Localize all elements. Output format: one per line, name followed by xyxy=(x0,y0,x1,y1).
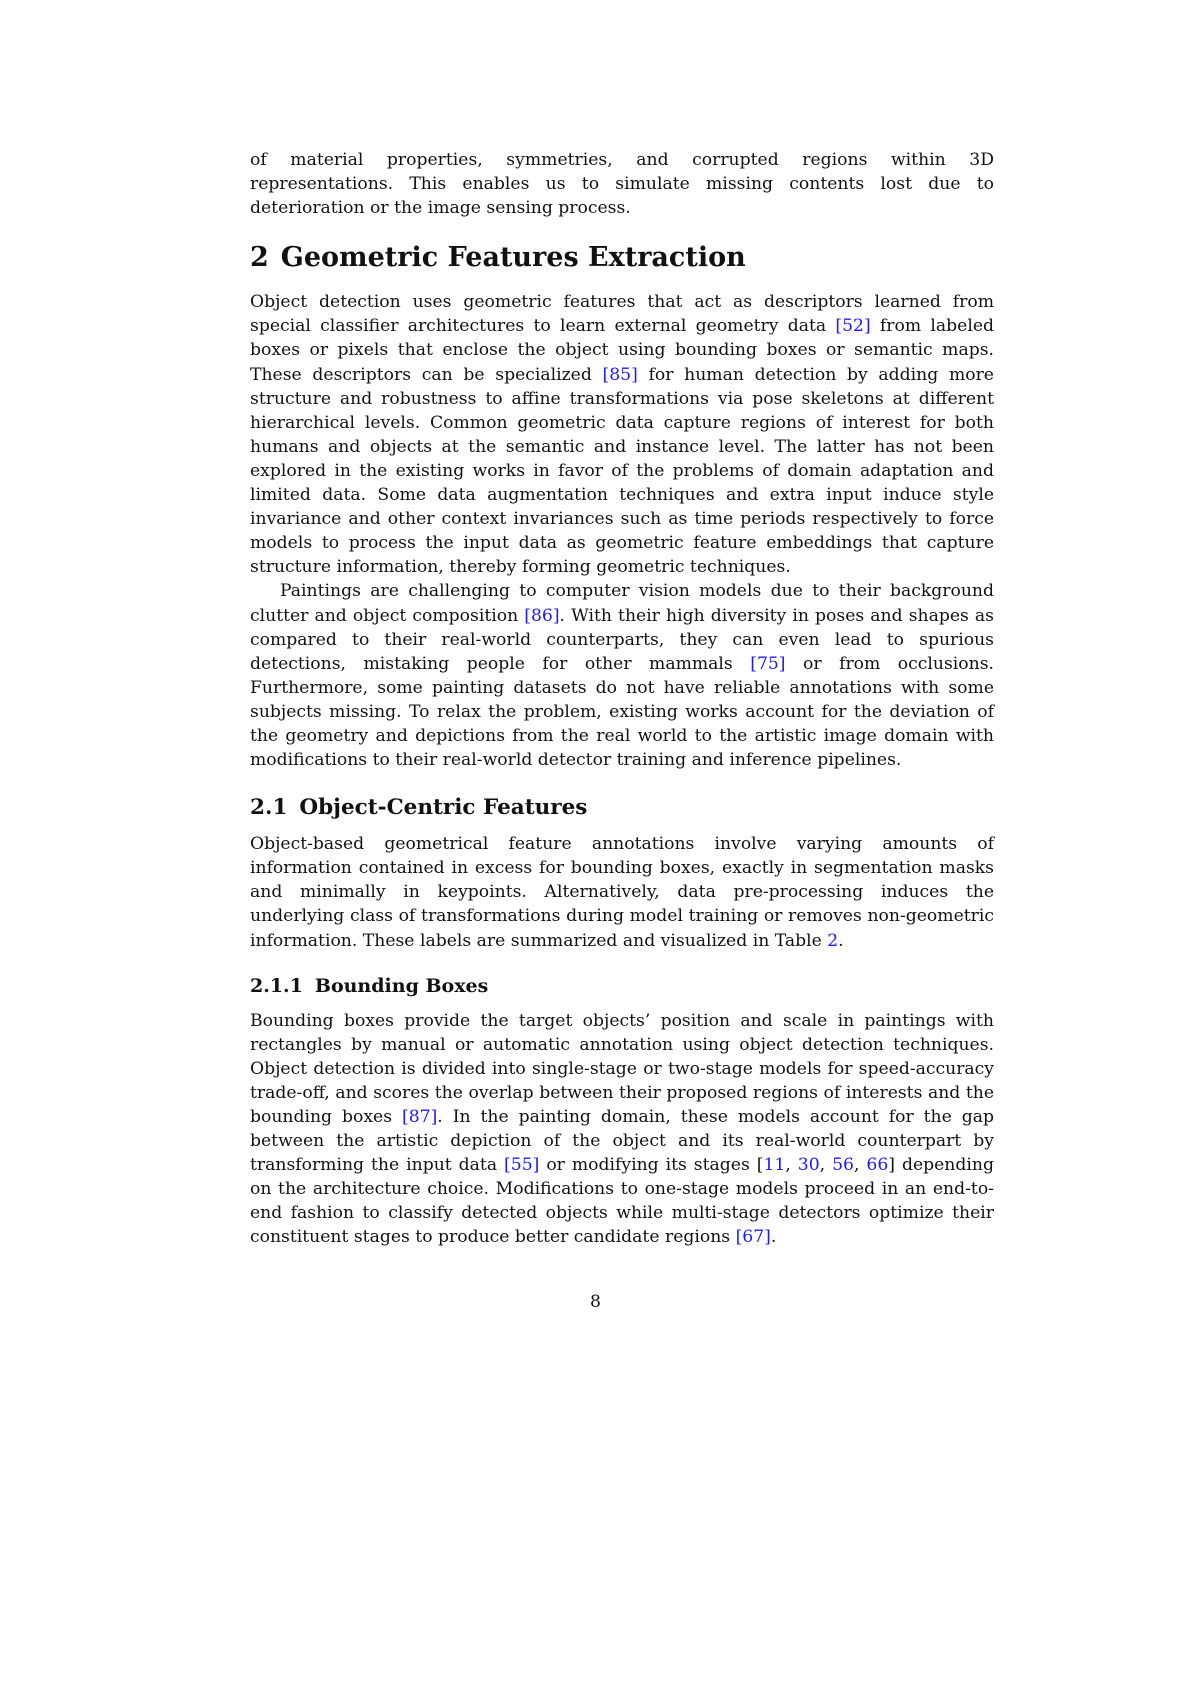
text-run: . xyxy=(838,930,844,951)
intro-paragraph: of material properties, symmetries, and corrupted regions within 3D representations. This enables us to simulate missing contents lost due to deterioration or the image sensing process. xyxy=(250,150,994,219)
section-title: Bounding Boxes xyxy=(314,974,489,997)
citation-link[interactable]: [87] xyxy=(402,1107,438,1127)
citation-link[interactable]: 30 xyxy=(797,1155,820,1176)
text-run: Paintings are challenging to computer vision models due to their background clutter and object composition xyxy=(250,581,994,626)
text-run: or from occlusions. Furthermore, some painting datasets do not have reliable annotations with some subjects missing. To relax the problem, existing works account for the deviation of the geometry and depictions from the real world to the artistic image domain with modifications to their real-world detector training and inference pipelines. xyxy=(250,653,994,771)
section-title: Object-Centric Features xyxy=(299,795,588,821)
text-run: . In the painting domain, these models account for the gap between the artistic depiction of the object and its real-world counterpart by transforming the input data xyxy=(250,1107,994,1176)
section-title: Geometric Features Extraction xyxy=(280,242,746,274)
section-2-1-1-paragraph xyxy=(250,1009,994,1250)
section-number: 2.1.1 xyxy=(250,974,303,997)
text-run: ] depending on the architecture choice. Modifications to one-stage models proceed in an end-to-end fashion to classify detected objects while multi-stage detectors optimize their constituent stages to produce better candidate regions xyxy=(250,1155,994,1248)
table-reference-link[interactable]: 2 xyxy=(827,930,839,951)
citation-link[interactable]: 66 xyxy=(866,1155,889,1176)
text-run: , xyxy=(819,1155,833,1176)
text-run: for human detection by adding more structure and robustness to affine transformations via pose skeletons at different hierarchical levels. Common geometric data capture regions of interest for both humans and objects at the semantic and instance level. The latter has not been explored in the existing works in favor of the problems of domain adaptation and limited data. Some data augmentation techniques and extra input induce style invariance and other context invariances such as time periods respectively to force models to process the input data as geometric feature embeddings that capture structure information, thereby forming geometric techniques. xyxy=(250,364,994,578)
section-2-paragraph-1 xyxy=(250,290,994,579)
page-content xyxy=(250,148,994,1250)
citation-link[interactable]: 56 xyxy=(832,1155,854,1176)
citation-link[interactable]: [52] xyxy=(835,316,871,337)
citation-link[interactable]: 11 xyxy=(763,1155,786,1176)
citation-link[interactable]: [67] xyxy=(735,1227,771,1248)
section-2-1-1-heading xyxy=(250,973,994,999)
text-run: . xyxy=(770,1227,777,1248)
citation-link[interactable]: [75] xyxy=(750,653,786,674)
citation-link[interactable]: [85] xyxy=(602,364,638,385)
text-run: Bounding boxes provide the target objects’ position and scale in paintings with rectangles by manual or automatic annotation using object detection techniques. Object detection is divided into single-stage or two-stage models for speed-accuracy trade-off, and scores the overlap between their proposed regions of interests and the bounding boxes xyxy=(250,1010,994,1127)
text-run: , xyxy=(853,1155,867,1176)
section-2-paragraph-2 xyxy=(250,579,994,772)
section-2-heading xyxy=(250,242,994,274)
section-number: 2 xyxy=(250,242,269,274)
citation-link[interactable]: [55] xyxy=(504,1155,540,1176)
text-run: Object detection uses geometric features that act as descriptors learned from special classifier architectures to learn external geometry data xyxy=(250,292,994,337)
citation-link[interactable]: [86] xyxy=(524,605,560,626)
section-number: 2.1 xyxy=(250,795,288,821)
text-run: or modifying its stages [ xyxy=(539,1155,764,1176)
text-run: Object-based geometrical feature annotations involve varying amounts of information contained in excess for bounding boxes, exactly in segmentation masks and minimally in keypoints. Alternatively, data pre-processing induces the underlying class of transformations during model training or removes non-geometric information. These labels are summarized and visualized in Table xyxy=(250,834,994,951)
text-run: , xyxy=(785,1155,798,1176)
text-run: . With their high diversity in poses and shapes as compared to their real-world counterparts, they can even lead to spurious detections, mistaking people for other mammals xyxy=(250,605,994,674)
page-number: 8 xyxy=(590,1292,601,1312)
text-run: from labeled boxes or pixels that enclose the object using bounding boxes or semantic maps. These descriptors can be specialized xyxy=(250,316,994,385)
section-2-1-paragraph xyxy=(250,832,994,952)
section-2-1-heading xyxy=(250,794,994,822)
